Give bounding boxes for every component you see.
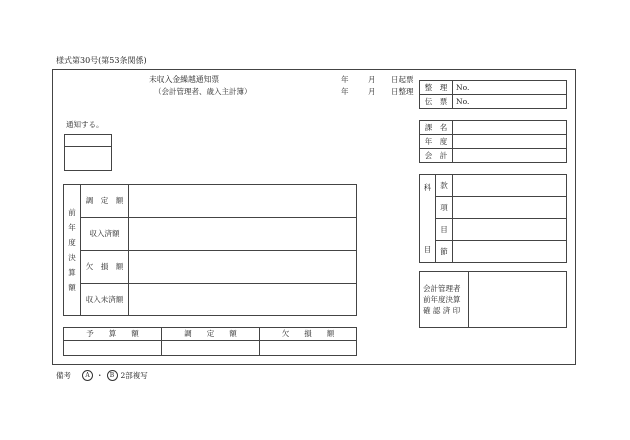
date2-year: 年 [341, 87, 349, 96]
confirm-stamp-field[interactable] [469, 272, 567, 328]
confirm-line-3: 確 認 済 印 [423, 306, 461, 315]
small-box-top[interactable] [65, 135, 112, 147]
side-char-6: 額 [68, 283, 76, 292]
small-stamp-box [64, 134, 112, 171]
denpyo-number-field[interactable]: No. [453, 95, 567, 109]
form-title: 未収入金繰越通知票 [149, 75, 220, 84]
date2-day-label: 日整理 [391, 87, 414, 96]
kesson-field[interactable] [260, 341, 357, 356]
note-dot: ・ [96, 370, 104, 380]
kamoku-setsu-field[interactable] [453, 241, 567, 263]
date2-month: 月 [368, 87, 376, 96]
date1-month: 月 [368, 75, 376, 84]
header-kesson: 欠 損 額 [260, 328, 357, 341]
shunyu-zumi-amount-field[interactable] [129, 218, 357, 251]
side-char-4: 決 [68, 253, 76, 262]
date1-year: 年 [341, 75, 349, 84]
notice-text: 通知する。 [66, 120, 104, 129]
side-char-2: 年 [68, 223, 76, 232]
kamoku-kan-label: 款 [436, 175, 453, 197]
side-char-1: 前 [68, 208, 76, 217]
ka-label: 課 名 [420, 121, 453, 135]
row-label-shunyu-zumi: 収入済額 [81, 218, 129, 251]
circle-a-icon: A [82, 370, 93, 381]
kamoku-char-ka: 科 [423, 182, 432, 192]
ka-field[interactable] [453, 121, 567, 135]
kamoku-side-label [420, 175, 436, 263]
header-chotei: 調 定 額 [162, 328, 260, 341]
confirm-line-1: 会計管理者 [423, 284, 461, 293]
kamoku-moku-field[interactable] [453, 219, 567, 241]
footer-note [56, 370, 148, 381]
nendo-label: 年 度 [420, 135, 453, 149]
form-subtitle: （会計管理者、歳入主計簿） [154, 87, 252, 96]
form-reference: 様式第30号(第53条関係) [56, 56, 147, 65]
chotei-amount-field[interactable] [129, 185, 357, 218]
prev-year-side-label [64, 185, 81, 316]
row-label-kesson: 欠 損 額 [81, 251, 129, 284]
date1-day-label: 日起票 [391, 75, 414, 84]
info-table [419, 120, 567, 163]
kamoku-kou-label: 項 [436, 197, 453, 219]
budget-table [63, 327, 357, 356]
side-char-3: 度 [68, 238, 76, 247]
kamoku-table [419, 174, 567, 263]
note-label: 備考 [56, 370, 71, 380]
kamoku-moku-label: 目 [436, 219, 453, 241]
kaikei-label: 会 計 [420, 149, 453, 163]
confirm-label [420, 272, 469, 328]
kamoku-setsu-label: 節 [436, 241, 453, 263]
circle-b-icon: B [107, 370, 118, 381]
yosan-field[interactable] [64, 341, 162, 356]
kesson-amount-field[interactable] [129, 251, 357, 284]
confirm-stamp-table [419, 271, 567, 328]
kamoku-kou-field[interactable] [453, 197, 567, 219]
note-text: 2部複写 [120, 370, 148, 380]
row-label-mizumi: 収入未済額 [81, 284, 129, 316]
row-label-chotei: 調 定 額 [81, 185, 129, 218]
small-box-bottom[interactable] [65, 147, 112, 171]
seiri-label: 整 理 [420, 81, 453, 95]
header-yosan: 予 算 額 [64, 328, 162, 341]
side-char-5: 算 [68, 268, 76, 277]
kamoku-kan-field[interactable] [453, 175, 567, 197]
kamoku-char-moku: 目 [423, 245, 432, 254]
nendo-field[interactable] [453, 135, 567, 149]
seiri-number-field[interactable]: No. [453, 81, 567, 95]
confirm-line-2: 前年度決算 [423, 295, 461, 304]
mizumi-amount-field[interactable] [129, 284, 357, 316]
chotei-field[interactable] [162, 341, 260, 356]
denpyo-label: 伝 票 [420, 95, 453, 109]
kaikei-field[interactable] [453, 149, 567, 163]
prev-year-table [63, 184, 357, 316]
voucher-number-table [419, 80, 567, 109]
